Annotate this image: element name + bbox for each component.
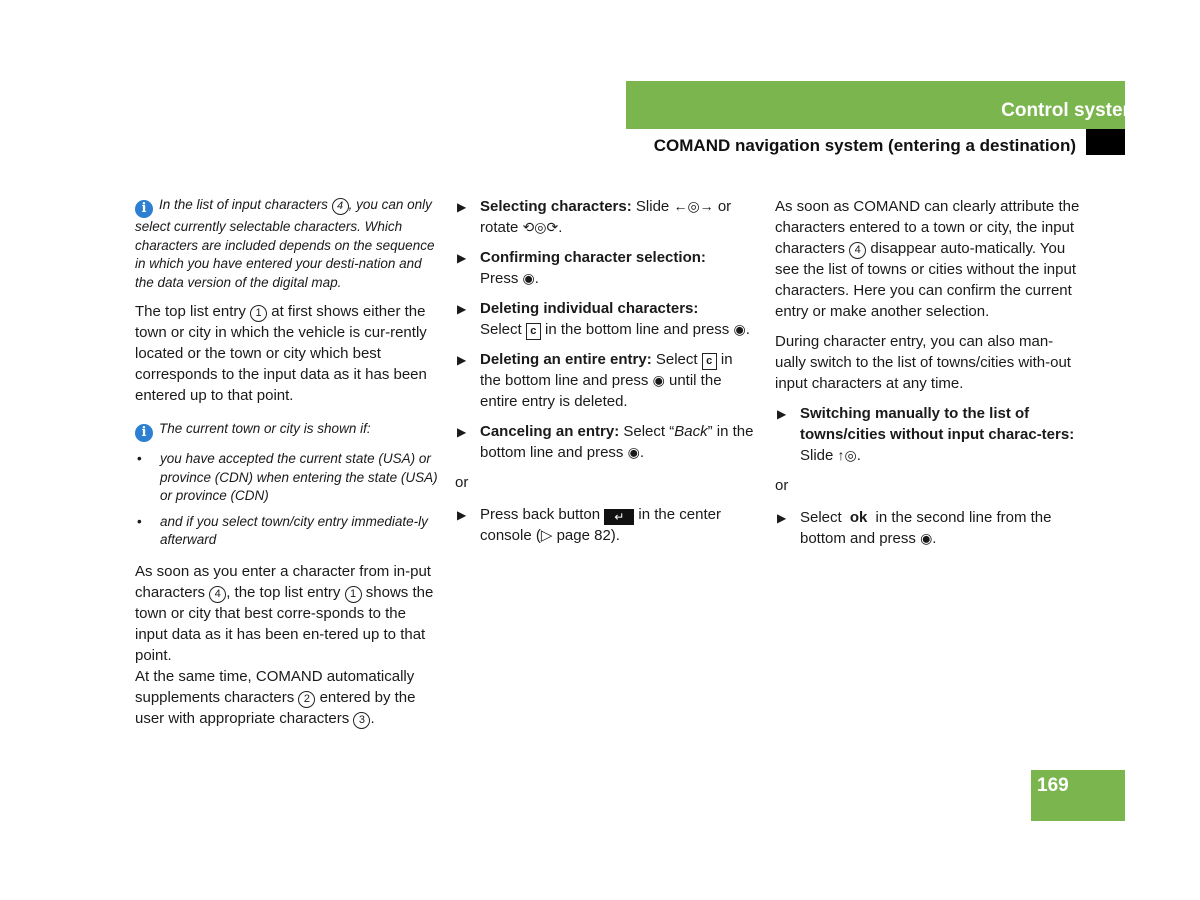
step-arrow-icon: ▶	[457, 353, 467, 367]
page-subtitle: COMAND navigation system (entering a destination)	[653, 136, 1076, 155]
press-controller-icon: ◉	[733, 321, 746, 337]
section-title: Control systems	[1001, 100, 1150, 121]
step-arrow-icon: ▶	[457, 251, 467, 265]
press-controller-icon: ◉	[522, 270, 535, 286]
delete-key-icon: c	[702, 353, 717, 370]
step-canceling-entry: ▶ Canceling an entry: Select “Back” in the bottom line and press ◉.	[457, 423, 754, 461]
step-select-ok: ▶ Select ok in the second line from the bottom and press ◉.	[777, 509, 1052, 547]
back-button-icon: ↵	[604, 509, 634, 525]
or-separator: or	[775, 477, 789, 494]
ok-key-label: ok	[849, 509, 868, 526]
info-icon: i	[135, 424, 153, 442]
paragraph-manual-switch: During character entry, you can also man-ually switch to the list of towns/cities with-out input characters at any time.	[775, 333, 1071, 392]
callout-1: 1	[250, 305, 267, 322]
page-number: 169	[1037, 775, 1069, 796]
step-selecting-characters: ▶ Selecting characters: Slide ←◎→ or rotate ⟲◎⟳.	[457, 198, 732, 236]
press-controller-icon: ◉	[652, 372, 665, 388]
paragraph-top-list-entry: The top list entry 1 at first shows either the town or city in which the vehicle is cur-rently located or the town or city which best corresponds to the input data as it has been entered up to that point.	[135, 303, 427, 404]
step-arrow-icon: ▶	[777, 511, 787, 525]
column-right	[775, 196, 1080, 558]
info-note-current-town: i The current town or city is shown if:	[135, 420, 440, 442]
bullet-icon: •	[137, 451, 142, 466]
step-arrow-icon: ▶	[457, 200, 467, 214]
list-item: • you have accepted the current state (USA) or province (CDN) when entering the state (USA) or province (CDN)	[137, 451, 438, 503]
column-left	[135, 196, 440, 738]
bullet-icon: •	[137, 513, 142, 529]
step-deleting-entry: ▶ Deleting an entire entry: Select c in the bottom line and press ◉ until the entire entry is deleted.	[457, 351, 733, 410]
callout-1: 1	[345, 586, 362, 603]
step-switch-manually: ▶ Switching manually to the list of towns/cities without input charac-ters: Slide ↑◎.	[777, 405, 1075, 464]
press-controller-icon: ◉	[627, 444, 640, 460]
step-arrow-icon: ▶	[457, 508, 467, 522]
callout-4: 4	[849, 242, 866, 259]
delete-key-icon: c	[526, 323, 541, 340]
info-note-input-characters: i In the list of input characters 4 , you can only select currently selectable characters. Which characters are included depends on the sequence in which you have entered your desti-nation and the data version of the digital map.	[135, 197, 435, 290]
callout-4: 4	[332, 198, 349, 215]
press-controller-icon: ◉	[920, 530, 933, 546]
rotate-controller-icon: ⟲◎⟳	[522, 219, 559, 235]
step-confirming-selection: ▶ Confirming character selection: Press ◉.	[457, 249, 706, 287]
step-arrow-icon: ▶	[457, 302, 467, 316]
slide-up-controller-icon: ↑◎	[837, 447, 857, 463]
step-back-button: ▶ Press back button ↵ in the center console (▷ page 82).	[457, 506, 721, 544]
callout-2: 2	[298, 691, 315, 708]
callout-4: 4	[209, 586, 226, 603]
paragraph-enter-character: As soon as you enter a character from in-put characters 4 , the top list entry 1 shows the town or city that best corre-sponds to the input data as it has been en-tered up to that point. At the same time, COMAND automatically supplements characters 2 entered by the user with appropriate characters 3 .	[135, 562, 434, 727]
paragraph-clear-attribution: As soon as COMAND can clearly attribute the characters entered to a town or city, the input characters 4 disappear auto-matically. You see the list of towns or cities without the input characters. Here you can confirm the current entry or make another selection.	[775, 198, 1080, 320]
callout-3: 3	[353, 712, 370, 729]
info-icon: i	[135, 200, 153, 218]
step-deleting-characters: ▶ Deleting individual characters: Select c in the bottom line and press ◉.	[457, 300, 750, 338]
or-separator: or	[455, 474, 469, 491]
column-middle	[455, 196, 755, 555]
thumb-tab-marker	[1086, 129, 1125, 155]
step-arrow-icon: ▶	[777, 407, 787, 421]
slide-controller-icon: ←◎→	[673, 198, 714, 214]
list-item: • and if you select town/city entry immediate-ly afterward	[137, 513, 428, 547]
step-arrow-icon: ▶	[457, 425, 467, 439]
